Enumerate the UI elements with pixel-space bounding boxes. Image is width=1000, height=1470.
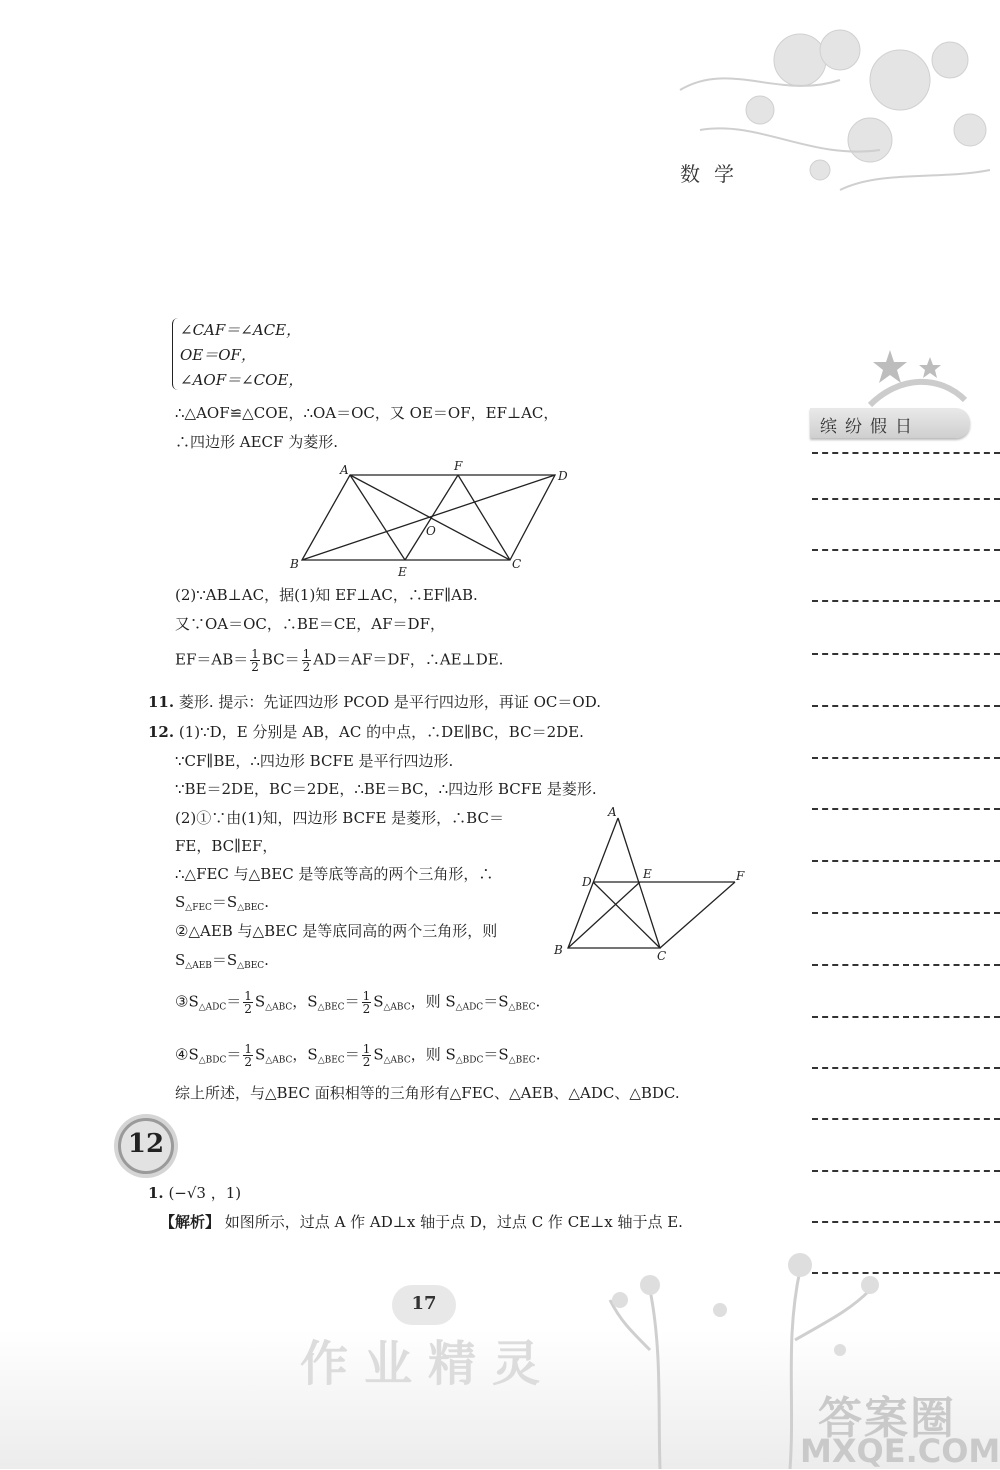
note-line (812, 498, 1000, 500)
note-line (812, 1221, 1000, 1223)
point-label-D: D (582, 875, 592, 889)
sidebar-banner (810, 408, 970, 438)
note-line (812, 964, 1000, 966)
text-line: FE，BC∥EF， (175, 837, 278, 855)
question-number: 11. (148, 693, 175, 711)
note-line (812, 860, 1000, 862)
point-label-F: F (454, 460, 463, 473)
point-label-D: D (558, 469, 568, 483)
point-label-E: E (643, 867, 652, 881)
note-line (812, 653, 1000, 655)
page-number: 17 (411, 1293, 437, 1314)
area-equation: $S_{\triangle AEB}=S_{\triangle BEC}$. (175, 951, 269, 971)
answer-text: (−√3 ，1) (168, 1184, 242, 1202)
point-label-O: O (426, 524, 436, 538)
text-line: ∴四边形 AECF 为菱形. (175, 433, 338, 451)
figure-triangle-rhombus (550, 800, 750, 965)
fraction: $\frac{1}{2}$ (251, 647, 259, 674)
corner-logo-text: 答案圈 (818, 1393, 956, 1444)
text-line: ∵BE＝2DE，BC＝2DE，∴BE＝BC，∴四边形 BCFE 是菱形. (175, 780, 597, 798)
note-line (812, 1016, 1000, 1018)
question-number: 1. (148, 1184, 164, 1202)
area-equation: $④S_{\triangle BDC}=$ $\frac{1}{2}$ $S_{\triangle ABC}$，$S_{\triangle BEC}=$ $\frac{1}{2}$ $S_{\triangle ABC}$，则 $S_{\triangle BDC}=S_{\triangle BEC}$. (175, 1042, 541, 1069)
sidebar-banner-label: 缤纷假日 (820, 417, 920, 437)
text-line: 综上所述，与△BEC 面积相等的三角形有△FEC、△AEB、△ADC、△BDC. (175, 1084, 680, 1102)
analysis-tag: 【解析】 (160, 1213, 221, 1231)
subject-header: 数学 (680, 162, 748, 186)
text-line: ∴△FEC 与△BEC 是等底等高的两个三角形，∴ (175, 865, 494, 883)
text-line: (2)①∵由(1)知，四边形 BCFE 是菱形，∴BC＝ (175, 809, 504, 827)
text-line: ②△AEB 与△BEC 是等底同高的两个三角形，则 (175, 922, 498, 940)
text-segment: EF＝AB＝ (175, 650, 249, 669)
question-number: 12. (148, 723, 175, 741)
text-line: ∴△AOF≌△COE，∴OA＝OC，又 OE＝OF，EF⊥AC， (175, 404, 559, 422)
note-line (812, 705, 1000, 707)
page-number-badge (392, 1285, 456, 1325)
area-equation: $③S_{\triangle ADC}=$ $\frac{1}{2}$ $S_{\triangle ABC}$，$S_{\triangle BEC}=$ $\frac{1}{2}$ $S_{\triangle ABC}$，则 $S_{\triangle ADC}=S_{\triangle BEC}$. (175, 989, 541, 1016)
section-number: 12 (127, 1129, 165, 1159)
system-line-2: OE＝OF， (180, 346, 256, 364)
text-line: (2)∵AB⊥AC，据(1)知 EF⊥AC，∴EF∥AB. (175, 586, 478, 604)
point-label-E: E (398, 565, 407, 579)
text-segment: AD＝AF＝DF，∴AE⊥DE. (313, 650, 504, 669)
point-label-F: F (736, 869, 745, 883)
text-line: 又∵OA＝OC，∴BE＝CE，AF＝DF， (175, 615, 445, 633)
star-burst-icon (860, 345, 970, 415)
answer-1 (148, 1183, 241, 1203)
note-line (812, 912, 1000, 914)
note-line (812, 808, 1000, 810)
watermark-text: 作业精灵 (300, 1336, 557, 1392)
note-line (812, 757, 1000, 759)
analysis-text: 如图所示，过点 A 作 AD⊥x 轴于点 D，过点 C 作 CE⊥x 轴于点 E. (224, 1213, 683, 1231)
note-line (812, 1118, 1000, 1120)
point-label-A: A (340, 463, 349, 477)
question-text: (1)∵D，E 分别是 AB，AC 的中点，∴DE∥BC，BC＝2DE. (178, 723, 584, 741)
text-segment: BC＝ (261, 650, 300, 669)
note-line (812, 1067, 1000, 1069)
text-line: ∵CF∥BE，∴四边形 BCFE 是平行四边形. (175, 752, 454, 770)
section-badge (118, 1118, 174, 1174)
fraction: $\frac{1}{2}$ (302, 647, 311, 674)
figure-parallelogram (280, 460, 580, 585)
note-line (812, 600, 1000, 602)
system-line-3: ∠AOF＝∠COE， (180, 371, 304, 389)
site-watermark: MXQE.COM (800, 1432, 1000, 1470)
text-line-fraction (175, 648, 503, 673)
question-12 (148, 722, 584, 742)
question-text: 菱形. 提示：先证四边形 PCOD 是平行四边形，再证 OC＝OD. (178, 693, 601, 711)
point-label-C: C (512, 557, 522, 571)
area-equation: $S_{\triangle FEC}=S_{\triangle BEC}$. (175, 893, 269, 913)
point-label-B: B (554, 943, 563, 957)
point-label-C: C (657, 949, 667, 963)
note-line (812, 1170, 1000, 1172)
point-label-A: A (608, 805, 617, 819)
analysis-line (160, 1212, 683, 1232)
point-label-B: B (290, 557, 299, 571)
system-line-1: ∠CAF＝∠ACE， (180, 321, 302, 339)
note-line (812, 452, 1000, 454)
note-line (812, 549, 1000, 551)
question-11 (148, 692, 601, 712)
